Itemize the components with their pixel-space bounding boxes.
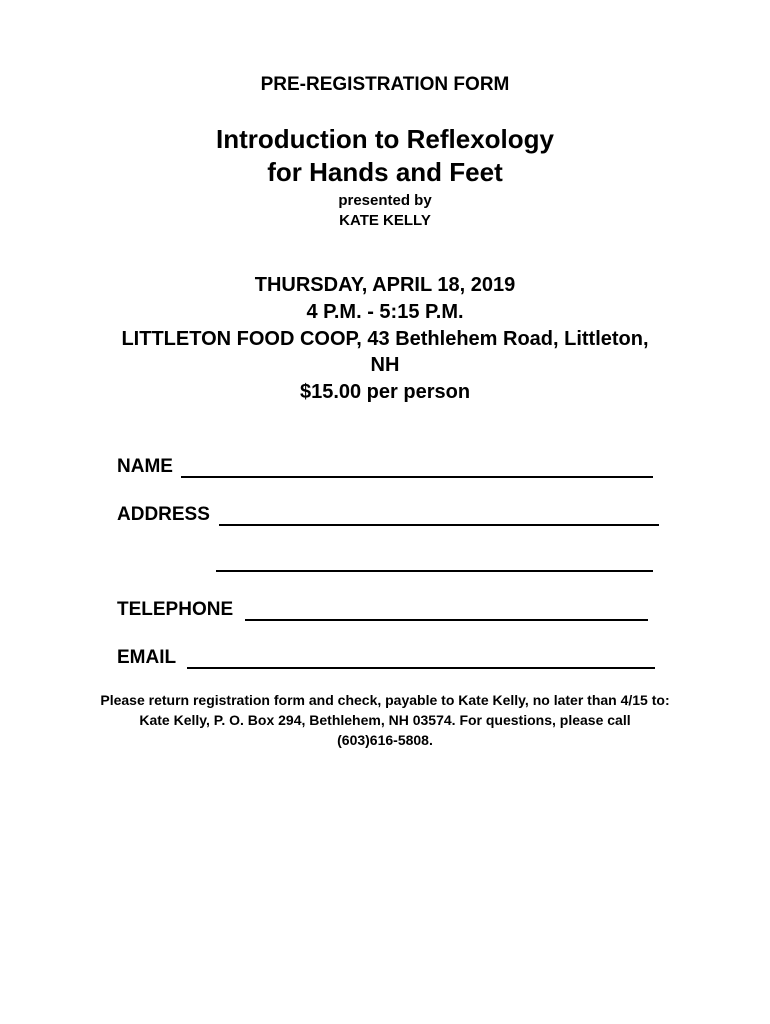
telephone-field[interactable]	[245, 619, 648, 621]
event-location-line2: NH	[370, 354, 400, 376]
instructions-line2: Kate Kelly, P. O. Box 294, Bethlehem, NH 03574. For questions, please call	[139, 712, 631, 728]
event-date: THURSDAY, APRIL 18, 2019	[254, 274, 516, 296]
form-heading: PRE-REGISTRATION FORM	[260, 74, 510, 95]
name-field[interactable]	[181, 476, 653, 478]
address-field-row	[117, 500, 662, 526]
presenter-name: KATE KELLY	[339, 212, 431, 229]
event-price: $15.00 per person	[299, 381, 471, 403]
instructions-line1: Please return registration form and check, payable to Kate Kelly, no later than 4/15 to:	[100, 692, 670, 708]
telephone-label: TELEPHONE	[117, 599, 234, 620]
address-field-row-2	[117, 546, 662, 572]
email-label: EMAIL	[117, 647, 177, 668]
address-field-line2[interactable]	[216, 570, 653, 572]
name-field-row	[117, 452, 657, 478]
address-label: ADDRESS	[117, 504, 210, 525]
event-time: 4 P.M. - 5:15 P.M.	[306, 301, 464, 323]
event-title-line2: for Hands and Feet	[267, 157, 503, 187]
event-title-line1: Introduction to Reflexology	[216, 124, 554, 154]
email-field[interactable]	[187, 667, 655, 669]
name-label: NAME	[117, 456, 173, 477]
instructions-line3: (603)616-5808.	[337, 732, 433, 748]
presented-by-label: presented by	[338, 192, 432, 209]
event-location-line1: LITTLETON FOOD COOP, 43 Bethlehem Road, Littleton,	[121, 328, 649, 350]
email-field-row	[117, 643, 662, 669]
telephone-field-row	[117, 595, 652, 621]
address-field-line1[interactable]	[219, 524, 659, 526]
